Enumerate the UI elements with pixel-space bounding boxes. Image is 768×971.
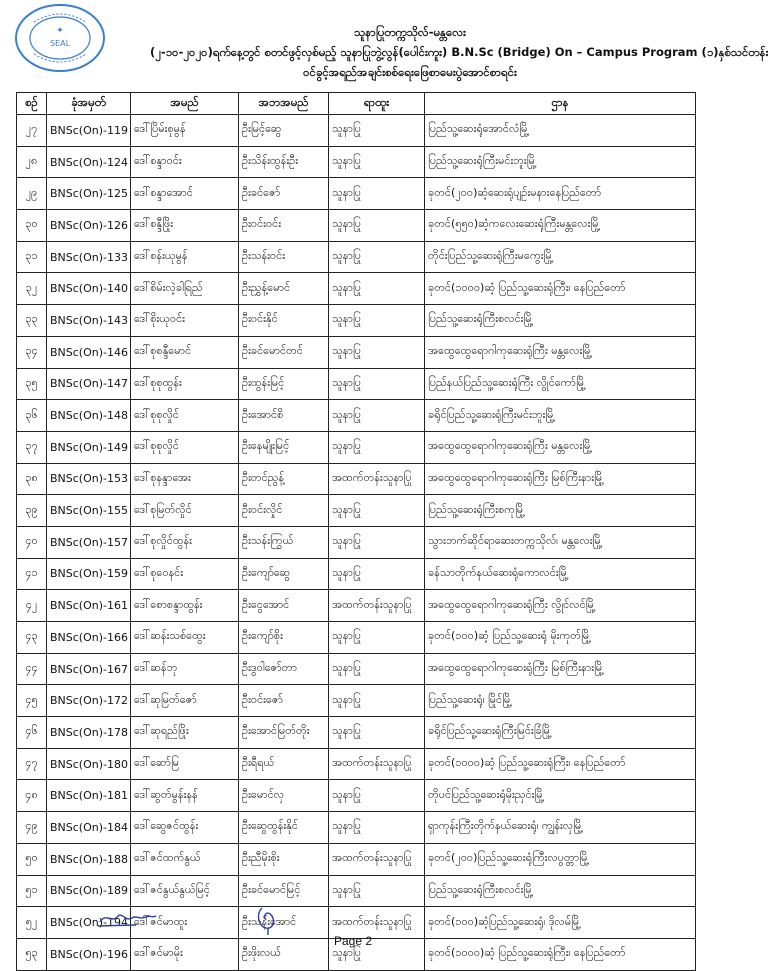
row-roll-no: BNSc(On)-196 — [47, 938, 131, 970]
row-roll-no: BNSc(On)-184 — [47, 812, 131, 844]
row-name: ဒေါ်စန်းယုမွန် — [131, 241, 239, 273]
table-row — [17, 780, 696, 812]
row-name: ဒေါ်ဇင်နွယ်နွယ်မြင့် — [131, 875, 239, 907]
row-rank: သူနာပြု — [329, 812, 425, 844]
row-department: တိုင်းပြည်သူ့ဆေးရုံကြီးမကွေးမြို့ — [425, 241, 696, 273]
row-roll-no: BNSc(On)-166 — [47, 622, 131, 654]
col-header-serial: စဉ် — [17, 93, 47, 115]
table-row — [17, 558, 696, 590]
row-rank: သူနာပြု — [329, 400, 425, 432]
row-serial: ၃၅ — [17, 368, 47, 400]
row-roll-no: BNSc(On)-178 — [47, 717, 131, 749]
row-father-name: ဦးဖိုးလယ် — [239, 938, 329, 970]
row-serial: ၃၉ — [17, 495, 47, 527]
row-name: ဒေါ်ဆုမြတ်ဇော် — [131, 685, 239, 717]
row-name: ဒေါ်ဆော်မြ — [131, 748, 239, 780]
row-department: ခုတင်(၁၀၀)ဆံ့ ပြည်သူ့ဆေးရုံ မိုးကုတ်မြို့ — [425, 622, 696, 654]
row-name: ဒေါ်ဆွတ်မွန်းနန် — [131, 780, 239, 812]
row-rank: သူနာပြု — [329, 273, 425, 305]
row-name: ဒေါ်စုစုလှိုင် — [131, 431, 239, 463]
table-row — [17, 653, 696, 685]
table-row — [17, 400, 696, 432]
row-father-name: ဦးနေမျိုးမြင့် — [239, 431, 329, 463]
row-rank: အထက်တန်းသူနာပြု — [329, 907, 425, 939]
page-number: Page 2 — [333, 934, 373, 948]
col-header-department: ဌာန — [425, 93, 696, 115]
row-department: ပြည်နယ်ပြည်သူ့ဆေးရုံကြီး လွိုင်ကော်မြို့ — [425, 368, 696, 400]
row-serial: ၂၈ — [17, 146, 47, 178]
table-row — [17, 812, 696, 844]
official-seal-stamp — [12, 2, 108, 74]
row-name: ဒေါ်စုစုလှိုင် — [131, 400, 239, 432]
row-roll-no: BNSc(On)-153 — [47, 463, 131, 495]
row-father-name: ဦးကျော်ဆွေ — [239, 558, 329, 590]
row-department: ပြည်သူ့ဆေးရုံကြီးမင်းဘူးမြို့ — [425, 146, 696, 178]
row-father-name: ဦးညွှန့်မောင် — [239, 273, 329, 305]
row-rank: သူနာပြု — [329, 780, 425, 812]
row-rank: အထက်တန်းသူနာပြု — [329, 748, 425, 780]
table-row — [17, 210, 696, 242]
table-row — [17, 843, 696, 875]
table-row — [17, 748, 696, 780]
row-rank: အထက်တန်းသူနာပြု — [329, 843, 425, 875]
row-rank: သူနာပြု — [329, 875, 425, 907]
row-name: ဒေါ်ပြိမ်းစုမွန် — [131, 115, 239, 147]
row-department: အထွေထွေရောဂါကုဆေးရုံကြီး မြစ်ကြီးနားမြို့ — [425, 653, 696, 685]
document-header — [150, 22, 768, 82]
row-father-name: ဦးရီရယ် — [239, 748, 329, 780]
row-name: ဒေါ်စောစန္ဒာထွန်း — [131, 590, 239, 622]
row-roll-no: BNSc(On)-119 — [47, 115, 131, 147]
svg-text:SEAL: SEAL — [49, 39, 71, 48]
row-serial: ၅၃ — [17, 938, 47, 970]
row-department: သွားဘက်ဆိုင်ရာဆေးတက္ကသိုလ်၊ မန္တလေးမြို့ — [425, 526, 696, 558]
row-serial: ၄၁ — [17, 558, 47, 590]
table-header-row — [17, 93, 696, 115]
row-roll-no: BNSc(On)-188 — [47, 843, 131, 875]
row-serial: ၄၂ — [17, 590, 47, 622]
row-department: ခုတင်(၁၀၀၀)ဆံ့ ပြည်သူ့ဆေးရုံကြီး၊ နေပြည်တော် — [425, 748, 696, 780]
row-father-name: ဦးတင်ညွန့် — [239, 463, 329, 495]
row-serial: ၃၇ — [17, 431, 47, 463]
row-name: ဒေါ်ဇင်မာထူး — [131, 907, 239, 939]
signature-2 — [254, 902, 280, 936]
table-row — [17, 273, 696, 305]
row-serial: ၅၁ — [17, 875, 47, 907]
table-row — [17, 431, 696, 463]
row-father-name: ဦးညီမိုးစိုး — [239, 843, 329, 875]
row-department: အထွေထွေရောဂါကုဆေးရုံကြီး မန္တလေးမြို့ — [425, 431, 696, 463]
signature-1 — [96, 906, 158, 930]
row-roll-no: BNSc(On)-126 — [47, 210, 131, 242]
row-father-name: ဦးသန်းဝင်း — [239, 241, 329, 273]
row-rank: သူနာပြု — [329, 526, 425, 558]
row-father-name: ဦးအောင်စိ — [239, 400, 329, 432]
row-father-name: ဦးဆွေထွန်းနိုင် — [239, 812, 329, 844]
row-rank: သူနာပြု — [329, 178, 425, 210]
row-name: ဒေါ်စုမြတ်လှိုင် — [131, 495, 239, 527]
row-rank: သူနာပြု — [329, 685, 425, 717]
row-father-name: ဦးမြင့်ဆွေ — [239, 115, 329, 147]
row-roll-no: BNSc(On)-143 — [47, 305, 131, 337]
row-name: ဒေါ်ဇင်ထက်နွယ် — [131, 843, 239, 875]
table-row — [17, 685, 696, 717]
header-program: (၂-၁၀-၂၀၂၀)ရက်နေ့တွင် စတင်ဖွင့်လှစ်မည့် သူနာပြုဘွဲ့လွန်(ပေါင်းကူး) B.N.Sc (Bridge) On – Campus Program (၁)နှစ်သင်တန်း — [150, 45, 768, 59]
row-rank: အထက်တန်းသူနာပြု — [329, 590, 425, 622]
row-roll-no: BNSc(On)-148 — [47, 400, 131, 432]
row-name: ဒေါ်စုစန္ဒီမောင် — [131, 336, 239, 368]
row-rank: သူနာပြု — [329, 653, 425, 685]
header-university: သူနာပြုတက္ကသိုလ်-မန္တလေး — [354, 25, 466, 39]
row-department: ခရိုင်ပြည်သူ့ဆေးရုံကြီးမင်းဘူးမြို့ — [425, 400, 696, 432]
row-father-name: ဦးငွေအောင် — [239, 590, 329, 622]
row-department: တိုပင်ပြည်သူ့ဆေးရုံမိုးညှင်းမြို့ — [425, 780, 696, 812]
row-father-name: ဦးဝင်းလှိုင် — [239, 495, 329, 527]
row-father-name: ဦးကျော်စိုး — [239, 622, 329, 654]
table-row — [17, 622, 696, 654]
row-rank: သူနာပြု — [329, 210, 425, 242]
table-row — [17, 336, 696, 368]
row-father-name: ဦးခင်ဇော် — [239, 178, 329, 210]
row-department: ခရိုင်ပြည်သူ့ဆေးရုံကြီးမြင်းခြံမြို့ — [425, 717, 696, 749]
row-roll-no: BNSc(On)-159 — [47, 558, 131, 590]
row-rank: သူနာပြု — [329, 368, 425, 400]
row-father-name: ဦးသန်းကြွယ် — [239, 526, 329, 558]
row-roll-no: BNSc(On)-149 — [47, 431, 131, 463]
row-name: ဒေါ်စုနန္ဒာအေး — [131, 463, 239, 495]
row-name: ဒေါ်ဆုရည်ဖြိုး — [131, 717, 239, 749]
row-roll-no: BNSc(On)-157 — [47, 526, 131, 558]
row-father-name: ဦးမောင်လှ — [239, 780, 329, 812]
row-department: ခုတင်(၁၀၀၀)ဆံ့ ပြည်သူ့ဆေးရုံကြီး၊ နေပြည်တော် — [425, 938, 696, 970]
table-row — [17, 115, 696, 147]
table-row — [17, 146, 696, 178]
row-roll-no: BNSc(On)-125 — [47, 178, 131, 210]
row-name: ဒေါ်စန္ဒာဝင်း — [131, 146, 239, 178]
row-department: ပြည်သူ့ဆေးရုံကြီးစလင်းမြို့ — [425, 875, 696, 907]
row-father-name: ဦးသန်းအောင် — [239, 907, 329, 939]
results-table — [16, 92, 696, 971]
row-department: ခုတင်(၅၅၀)ဆံ့ကလေးဆေးရုံကြီးမန္တလေးမြို့ — [425, 210, 696, 242]
row-roll-no: BNSc(On)-146 — [47, 336, 131, 368]
row-father-name: ဦးဝင်းနိုင် — [239, 305, 329, 337]
col-header-father-name: အဘအမည် — [239, 93, 329, 115]
row-serial: ၂၉ — [17, 178, 47, 210]
row-name: ဒေါ်စန္ဒာအောင် — [131, 178, 239, 210]
row-serial: ၃၁ — [17, 241, 47, 273]
row-father-name: ဦးထွန်းမြင့် — [239, 368, 329, 400]
row-serial: ၄၆ — [17, 717, 47, 749]
row-department: ခုတင်(၂၀၀)ပြည်သူ့ဆေးရုံကြီးလပွတ္တာမြို့ — [425, 843, 696, 875]
row-rank: သူနာပြု — [329, 241, 425, 273]
row-roll-no: BNSc(On)-167 — [47, 653, 131, 685]
row-rank: သူနာပြု — [329, 717, 425, 749]
row-name: ဒေါ်စုစုထွန်း — [131, 368, 239, 400]
row-roll-no: BNSc(On)-194 — [47, 907, 131, 939]
row-roll-no: BNSc(On)-140 — [47, 273, 131, 305]
row-name: ဒေါ်စုလှိုင်ထွန်း — [131, 526, 239, 558]
row-roll-no: BNSc(On)-189 — [47, 875, 131, 907]
row-name: ဒေါ်ဆွေဇင်ထွန်း — [131, 812, 239, 844]
svg-text:✦: ✦ — [56, 26, 64, 36]
row-father-name: ဦးဒွဝါဇော်တာ — [239, 653, 329, 685]
row-department: ပြည်သူ့ဆေးရုံအောင်လံမြို့ — [425, 115, 696, 147]
row-department: ပြည်သူ့ဆေးရုံကြီးစလင်းမြို့ — [425, 305, 696, 337]
row-department: ခုတင်(၁၀၀၀)ဆံ့ ပြည်သူ့ဆေးရုံကြီး၊ နေပြည်တော် — [425, 273, 696, 305]
row-serial: ၄၃ — [17, 622, 47, 654]
row-department: ခုတင်(၁၀၀)ဆံ့ပြည်သူ့ဆေးရုံ၊ ဒိုလမ်မြို့ — [425, 907, 696, 939]
row-roll-no: BNSc(On)-147 — [47, 368, 131, 400]
row-serial: ၅၀ — [17, 843, 47, 875]
row-rank: သူနာပြု — [329, 305, 425, 337]
row-department: ပြည်သူ့ဆေးရုံကြီးစကုမြို့ — [425, 495, 696, 527]
table-row — [17, 305, 696, 337]
row-serial: ၄၀ — [17, 526, 47, 558]
row-roll-no: BNSc(On)-180 — [47, 748, 131, 780]
table-row — [17, 463, 696, 495]
col-header-name: အမည် — [131, 93, 239, 115]
row-roll-no: BNSc(On)-181 — [47, 780, 131, 812]
row-rank: အထက်တန်းသူနာပြု — [329, 463, 425, 495]
row-father-name: ဦးခင်မောင်တင် — [239, 336, 329, 368]
row-rank: သူနာပြု — [329, 431, 425, 463]
row-serial: ၃၆ — [17, 400, 47, 432]
row-department: အထွေထွေရောဂါကုဆေးရုံကြီး မြစ်ကြီးနားမြို့ — [425, 463, 696, 495]
row-roll-no: BNSc(On)-133 — [47, 241, 131, 273]
row-father-name: ဦးခင်မောင်မြင့် — [239, 875, 329, 907]
row-rank: သူနာပြု — [329, 336, 425, 368]
row-roll-no: BNSc(On)-155 — [47, 495, 131, 527]
col-header-roll-no: ခုံအမှတ် — [47, 93, 131, 115]
table-row — [17, 241, 696, 273]
row-roll-no: BNSc(On)-172 — [47, 685, 131, 717]
table-row — [17, 717, 696, 749]
row-name: ဒေါ်စုဝေနင်း — [131, 558, 239, 590]
row-father-name: ဦးဝင်းဝင်း — [239, 210, 329, 242]
row-name: ဒေါ်စိုးယုဝင်း — [131, 305, 239, 337]
row-name: ဒေါ်စန္ဒီဖြိုး — [131, 210, 239, 242]
row-rank: သူနာပြု — [329, 622, 425, 654]
row-serial: ၃၄ — [17, 336, 47, 368]
row-serial: ၄၇ — [17, 748, 47, 780]
row-department: ခန်သာတိုက်နယ်ဆေးရုံကောလင်းမြို့ — [425, 558, 696, 590]
table-row — [17, 495, 696, 527]
row-rank: သူနာပြု — [329, 115, 425, 147]
row-rank: သူနာပြု — [329, 146, 425, 178]
table-row — [17, 178, 696, 210]
row-department: အထွေထွေရောဂါကုဆေးရုံကြီး မန္တလေးမြို့ — [425, 336, 696, 368]
row-name: ဒေါ်ဆန်ဘု — [131, 653, 239, 685]
row-rank: သူနာပြု — [329, 495, 425, 527]
row-rank: သူနာပြု — [329, 938, 425, 970]
row-serial: ၄၉ — [17, 812, 47, 844]
row-rank: သူနာပြု — [329, 558, 425, 590]
row-serial: ၂၇ — [17, 115, 47, 147]
table-row — [17, 526, 696, 558]
table-row — [17, 368, 696, 400]
row-father-name: ဦးအောင်မြတ်တိုး — [239, 717, 329, 749]
header-list-title: ဝင်ခွင့်အရည်အချင်းစစ်ရေးဖြေစာမေးပွဲအောင်စာရင်း — [303, 65, 517, 79]
col-header-rank: ရာထူး — [329, 93, 425, 115]
row-serial: ၄၅ — [17, 685, 47, 717]
row-serial: ၃၃ — [17, 305, 47, 337]
row-department: အထွေထွေရောဂါကုဆေးရုံကြီး လွိုင်လင်မြို့ — [425, 590, 696, 622]
table-row — [17, 875, 696, 907]
row-department: ပြည်သူ့ဆေးရုံ၊ မြိုင်မြို့ — [425, 685, 696, 717]
row-serial: ၄၈ — [17, 780, 47, 812]
row-father-name: ဦးဝင်းဇော် — [239, 685, 329, 717]
row-serial: ၅၂ — [17, 907, 47, 939]
row-serial: ၃၀ — [17, 210, 47, 242]
row-serial: ၃၈ — [17, 463, 47, 495]
row-name: ဒေါ်စိမ်းလဲ့ခါရြည် — [131, 273, 239, 305]
table-row — [17, 590, 696, 622]
row-roll-no: BNSc(On)-124 — [47, 146, 131, 178]
row-serial: ၄၄ — [17, 653, 47, 685]
row-roll-no: BNSc(On)-161 — [47, 590, 131, 622]
row-name: ဒေါ်ဆန်းသစ်ထွေး — [131, 622, 239, 654]
row-department: ခုတင်(၂၀၀)ဆံ့ဆေးရုံပျဉ်းမနားနေပြည်တော် — [425, 178, 696, 210]
row-serial: ၃၂ — [17, 273, 47, 305]
row-father-name: ဦးသိန်းထွန်းဦး — [239, 146, 329, 178]
row-name: ဒေါ်ဇင်မာမိုး — [131, 938, 239, 970]
row-department: ရှာကုန်းကြီးတိုက်နယ်ဆေးရုံ၊ ကျွန်းလှမြို့ — [425, 812, 696, 844]
